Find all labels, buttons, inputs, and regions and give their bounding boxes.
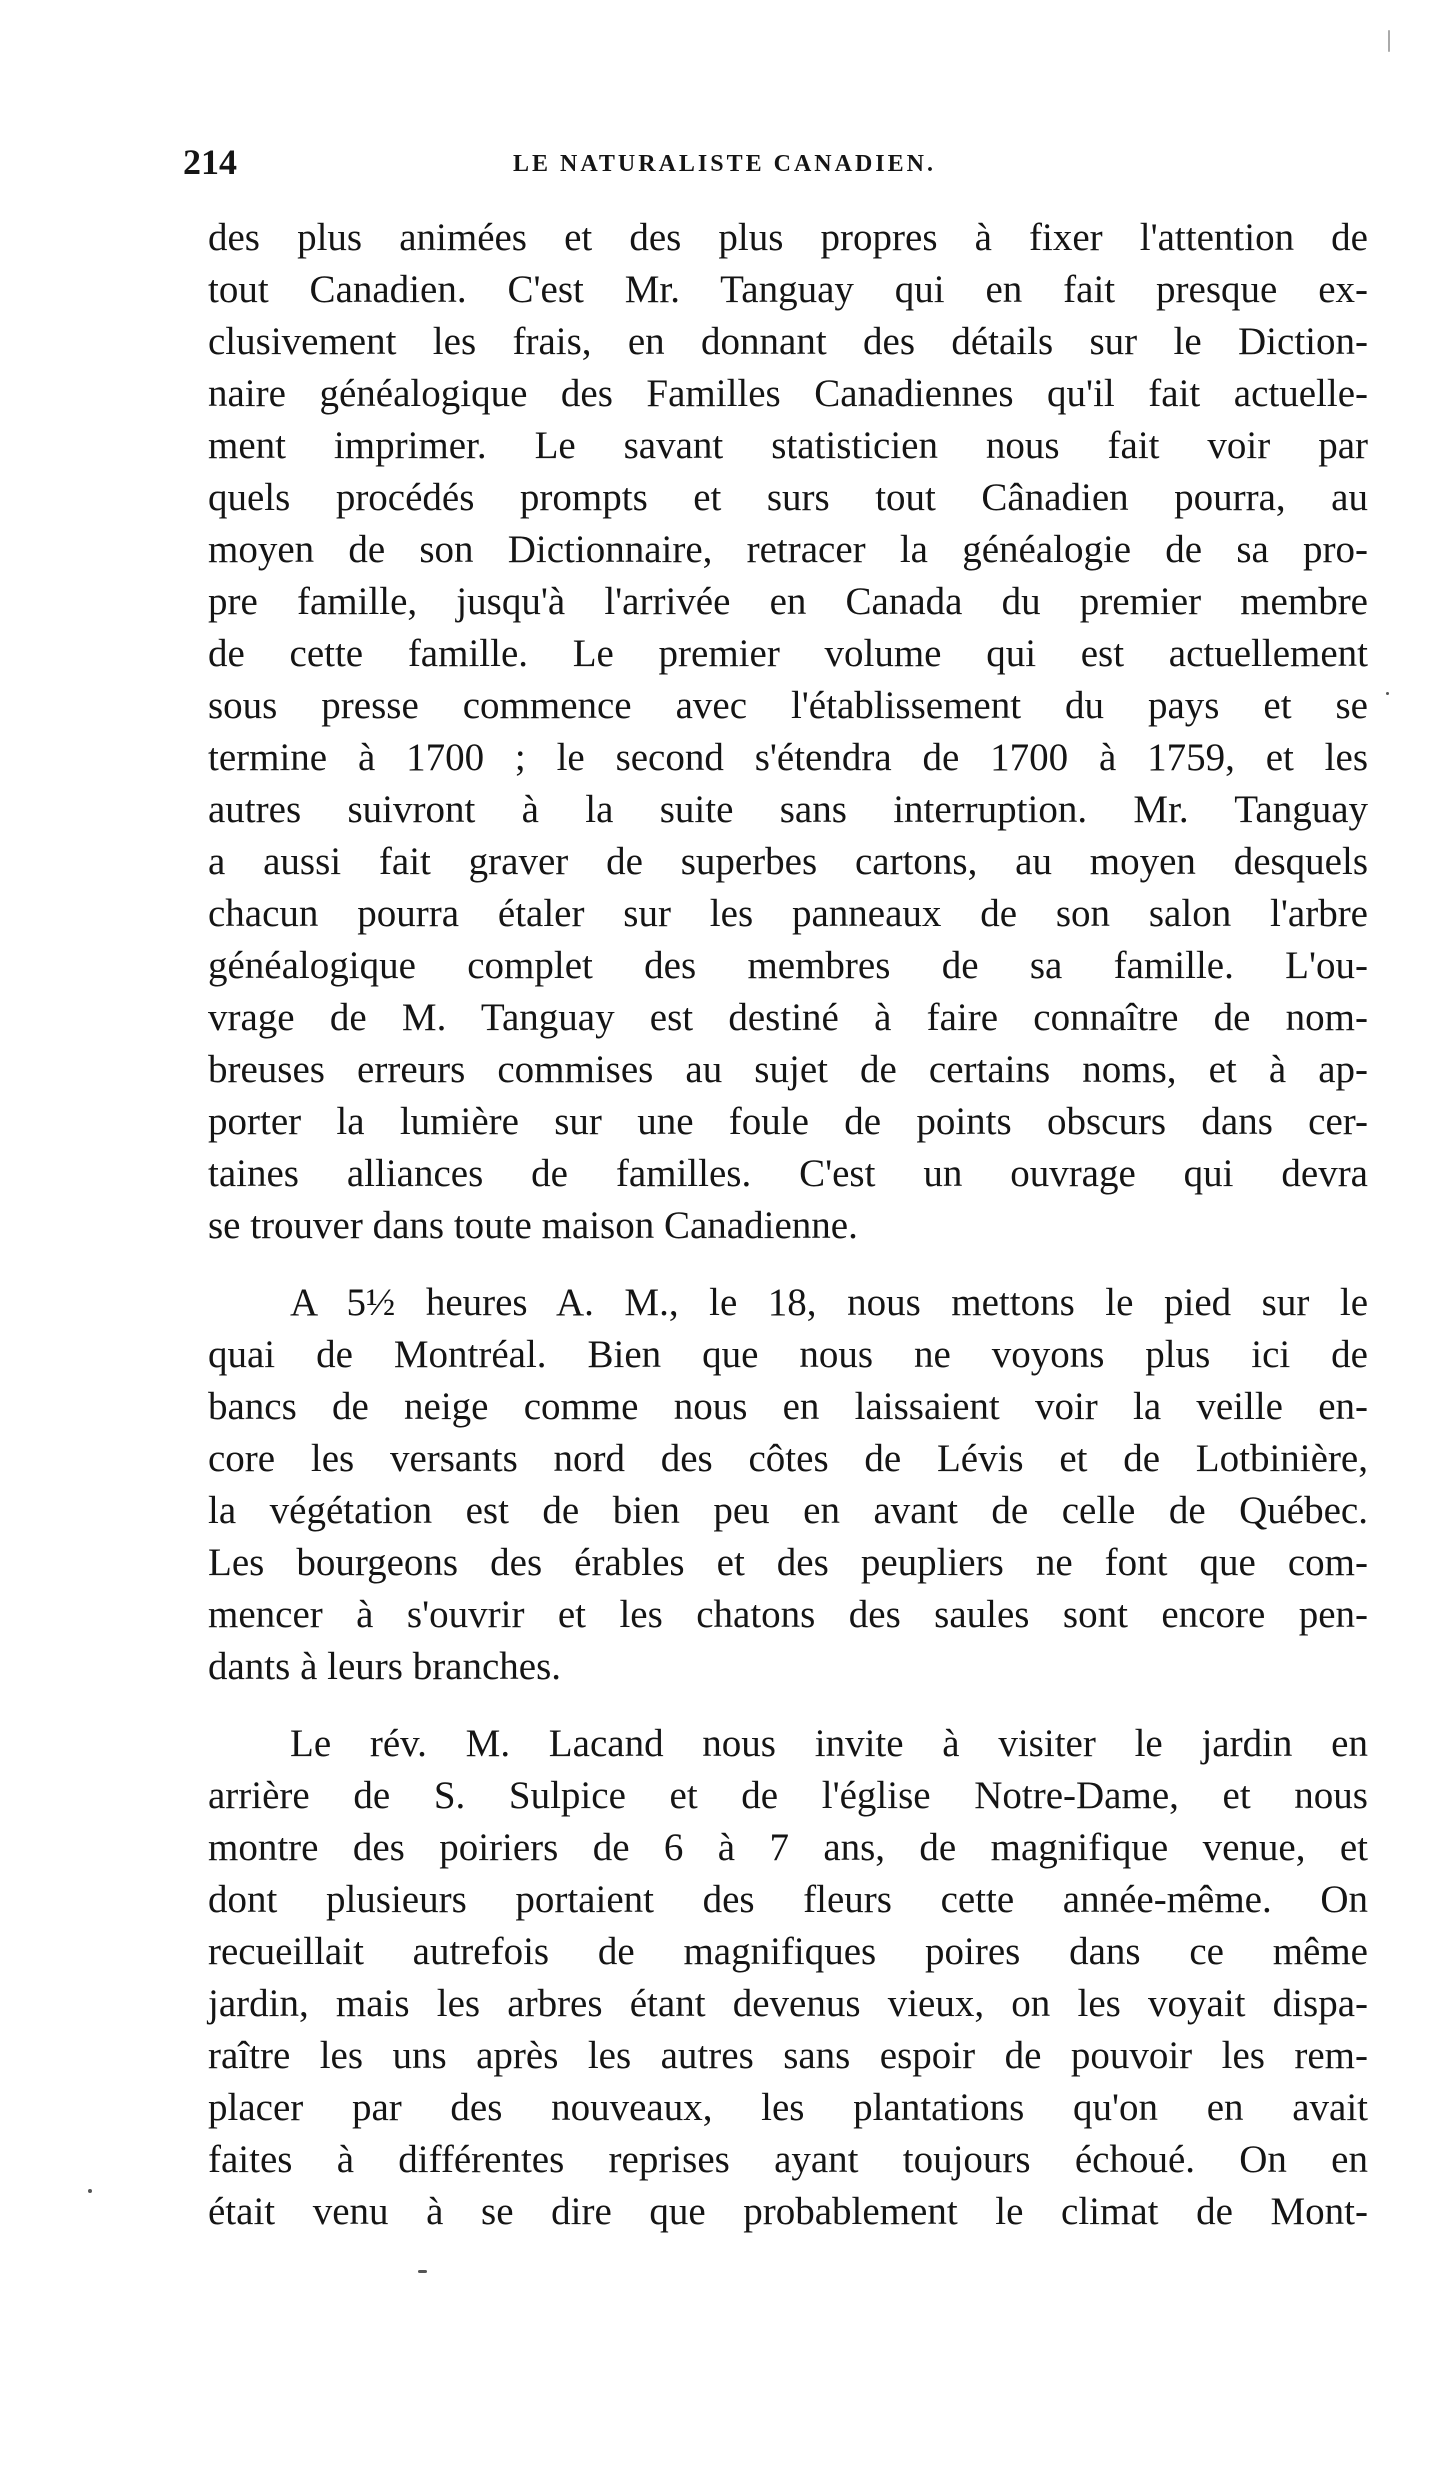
- text-line: montre des poiriers de 6 à 7 ans, de magnifique venue, et: [208, 1826, 1368, 1869]
- scan-speck: [88, 2189, 92, 2193]
- text-line: des plus animées et des plus propres à fixer l'attention de: [208, 216, 1368, 259]
- text-line: quels procédés prompts et surs tout Cânadien pourra, au: [208, 476, 1368, 519]
- text-line: termine à 1700 ; le second s'étendra de 1700 à 1759, et les: [208, 736, 1368, 779]
- scan-speck: [1388, 30, 1390, 52]
- text-line: arrière de S. Sulpice et de l'église Notre-Dame, et nous: [208, 1774, 1368, 1817]
- text-line: a aussi fait graver de superbes cartons, au moyen desquels: [208, 840, 1368, 883]
- text-line: core les versants nord des côtes de Lévis et de Lotbinière,: [208, 1437, 1368, 1480]
- text-line: Le rév. M. Lacand nous invite à visiter le jardin en: [290, 1722, 1368, 1765]
- text-line: la végétation est de bien peu en avant de celle de Québec.: [208, 1489, 1368, 1532]
- text-line: faites à différentes reprises ayant toujours échoué. On en: [208, 2138, 1368, 2181]
- text-line: jardin, mais les arbres étant devenus vieux, on les voyait dispa-: [208, 1982, 1368, 2025]
- scan-speck: [1386, 692, 1389, 695]
- text-line: A 5½ heures A. M., le 18, nous mettons le pied sur le: [290, 1281, 1368, 1324]
- text-line: vrage de M. Tanguay est destiné à faire connaître de nom-: [208, 996, 1368, 1039]
- text-line: Les bourgeons des érables et des peupliers ne font que com-: [208, 1541, 1368, 1584]
- text-line: ment imprimer. Le savant statisticien nous fait voir par: [208, 424, 1368, 467]
- text-line: placer par des nouveaux, les plantations qu'on en avait: [208, 2086, 1368, 2129]
- text-line: tout Canadien. C'est Mr. Tanguay qui en fait presque ex-: [208, 268, 1368, 311]
- text-line: sous presse commence avec l'établissement du pays et se: [208, 684, 1368, 727]
- running-head: [183, 140, 1365, 184]
- running-title: LE NATURALISTE CANADIEN.: [513, 151, 936, 177]
- text-line: autres suivront à la suite sans interruption. Mr. Tanguay: [208, 788, 1368, 831]
- text-line: dont plusieurs portaient des fleurs cette année-même. On: [208, 1878, 1368, 1921]
- paragraph-1: [208, 212, 1368, 1252]
- text-line: bancs de neige comme nous en laissaient voir la veille en-: [208, 1385, 1368, 1428]
- text-line: clusivement les frais, en donnant des détails sur le Diction-: [208, 320, 1368, 363]
- text-line: taines alliances de familles. C'est un ouvrage qui devra: [208, 1152, 1368, 1195]
- text-line: pre famille, jusqu'à l'arrivée en Canada du premier membre: [208, 580, 1368, 623]
- text-line: chacun pourra étaler sur les panneaux de son salon l'arbre: [208, 892, 1368, 935]
- paragraph-3: [208, 1718, 1368, 2238]
- text-line: quai de Montréal. Bien que nous ne voyons plus ici de: [208, 1333, 1368, 1376]
- paragraph-2: [208, 1277, 1368, 1693]
- text-line: était venu à se dire que probablement le climat de Mont-: [208, 2190, 1368, 2233]
- text-line: recueillait autrefois de magnifiques poires dans ce même: [208, 1930, 1368, 1973]
- text-line: se trouver dans toute maison Canadienne.: [208, 1204, 858, 1247]
- text-line: breuses erreurs commises au sujet de certains noms, et à ap-: [208, 1048, 1368, 1091]
- text-line: mencer à s'ouvrir et les chatons des saules sont encore pen-: [208, 1593, 1368, 1636]
- text-line: de cette famille. Le premier volume qui est actuellement: [208, 632, 1368, 675]
- text-line: raître les uns après les autres sans espoir de pouvoir les rem-: [208, 2034, 1368, 2077]
- body-text: [208, 212, 1368, 2238]
- scan-speck: [418, 2270, 427, 2273]
- text-line: naire généalogique des Familles Canadiennes qu'il fait actuelle-: [208, 372, 1368, 415]
- text-line: dants à leurs branches.: [208, 1645, 562, 1688]
- page-number: 214: [183, 142, 237, 182]
- text-line: moyen de son Dictionnaire, retracer la généalogie de sa pro-: [208, 528, 1368, 571]
- text-line: porter la lumière sur une foule de points obscurs dans cer-: [208, 1100, 1368, 1143]
- text-line: généalogique complet des membres de sa famille. L'ou-: [208, 944, 1368, 987]
